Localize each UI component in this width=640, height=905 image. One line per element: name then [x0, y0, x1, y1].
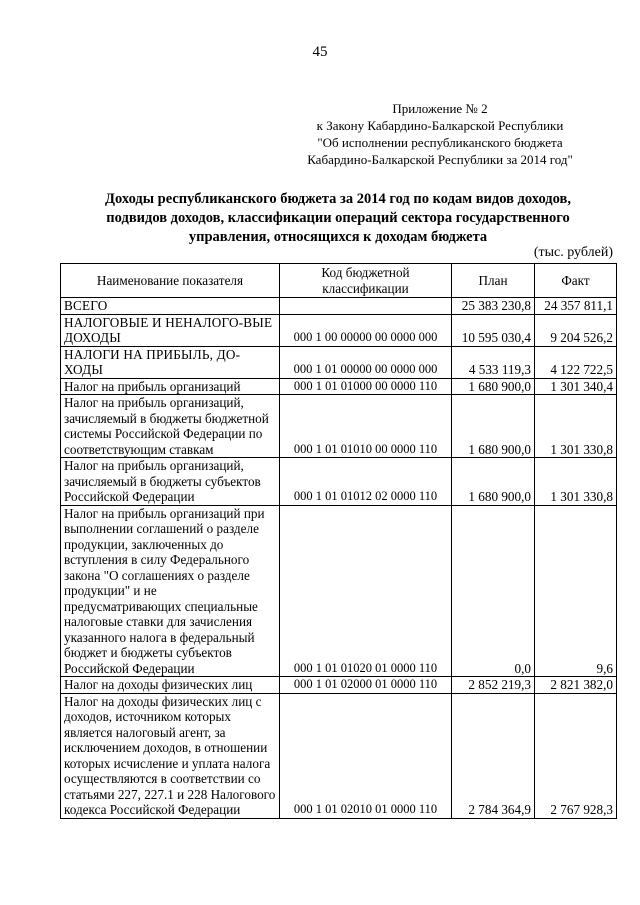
row-plan: 1 680 900,0 — [452, 378, 535, 395]
row-fact: 1 301 330,8 — [535, 395, 617, 458]
row-name: Налог на прибыль организаций, зачисляемый в бюджеты бюджетной системы Российской Федерации по соответствующим ставкам — [61, 395, 280, 458]
row-fact: 1 301 330,8 — [535, 458, 617, 506]
row-plan: 1 680 900,0 — [452, 395, 535, 458]
row-plan: 1 680 900,0 — [452, 458, 535, 506]
row-plan: 0,0 — [452, 505, 535, 677]
table-row — [61, 346, 617, 378]
table-row — [61, 314, 617, 346]
table-row — [61, 458, 617, 506]
row-name: Налог на доходы физических лиц с доходов, источником которых является налоговый агент, за исключением доходов, в отношении которых исчисление и уплата налога осуществляются в соответствии со статьями 227, 227.1 и 228 Налогового кодекса Российской Федерации — [61, 693, 280, 818]
row-fact: 1 301 340,4 — [535, 378, 617, 395]
appendix-line: "Об исполнении республиканского бюджета — [317, 135, 563, 150]
row-fact: 24 357 811,1 — [535, 298, 617, 315]
appendix-line: к Закону Кабардино-Балкарской Республики — [316, 118, 564, 133]
title-line: управления, относящихся к доходам бюджета — [188, 229, 488, 245]
row-code: 000 1 01 02010 01 0000 110 — [280, 693, 452, 818]
row-code — [280, 298, 452, 315]
row-name: НАЛОГИ НА ПРИБЫЛЬ, ДО-ХОДЫ — [61, 346, 280, 378]
row-code: 000 1 01 01010 00 0000 110 — [280, 395, 452, 458]
appendix-header — [270, 100, 610, 168]
row-plan: 10 595 030,4 — [452, 314, 535, 346]
table-row — [61, 395, 617, 458]
row-code: 000 1 01 01020 01 0000 110 — [280, 505, 452, 677]
header-name: Наименование показателя — [61, 264, 280, 298]
row-name: ВСЕГО — [61, 298, 280, 315]
row-plan: 2 784 364,9 — [452, 693, 535, 818]
row-plan: 2 852 219,3 — [452, 677, 535, 694]
row-code: 000 1 01 01012 02 0000 110 — [280, 458, 452, 506]
row-plan: 4 533 119,3 — [452, 346, 535, 378]
revenue-table — [60, 263, 617, 819]
table-header-row — [61, 264, 617, 298]
table-row — [61, 505, 617, 677]
header-plan: План — [452, 264, 535, 298]
table-row — [61, 677, 617, 694]
row-name: Налог на прибыль организаций при выполнении соглашений о разделе продукции, заключенных до вступления в силу Федерального закона "О соглашениях о разделе продукции" и не предусматривающих специальные налоговые ставки для зачисления указанного налога в федеральный бюджет и бюджеты субъектов Российской Федерации — [61, 505, 280, 677]
row-code: 000 1 01 00000 00 0000 000 — [280, 346, 452, 378]
table-row — [61, 378, 617, 395]
units-label: (тыс. рублей) — [533, 245, 613, 260]
table-row — [61, 298, 617, 315]
table-row — [61, 693, 617, 818]
row-code: 000 1 01 02000 01 0000 110 — [280, 677, 452, 694]
row-fact: 4 122 722,5 — [535, 346, 617, 378]
row-name: Налог на прибыль организаций, зачисляемый в бюджеты субъектов Российской Федерации — [61, 458, 280, 506]
row-fact: 9,6 — [535, 505, 617, 677]
header-code: Код бюджетной классификации — [280, 264, 452, 298]
title-line: Доходы республиканского бюджета за 2014 год по кодам видов доходов, — [105, 191, 571, 207]
page-number: 45 — [312, 44, 328, 60]
row-code: 000 1 01 01000 00 0000 110 — [280, 378, 452, 395]
title-line: подвидов доходов, классификации операций сектора государственного — [106, 210, 570, 226]
appendix-line: Кабардино-Балкарской Республики за 2014 год" — [307, 152, 573, 167]
appendix-line: Приложение № 2 — [392, 101, 488, 116]
row-fact: 9 204 526,2 — [535, 314, 617, 346]
document-title — [60, 190, 616, 247]
row-plan: 25 383 230,8 — [452, 298, 535, 315]
header-fact: Факт — [535, 264, 617, 298]
row-name: НАЛОГОВЫЕ И НЕНАЛОГО-ВЫЕ ДОХОДЫ — [61, 314, 280, 346]
row-fact: 2 821 382,0 — [535, 677, 617, 694]
row-name: Налог на доходы физических лиц — [61, 677, 280, 694]
row-fact: 2 767 928,3 — [535, 693, 617, 818]
row-code: 000 1 00 00000 00 0000 000 — [280, 314, 452, 346]
row-name: Налог на прибыль организаций — [61, 378, 280, 395]
